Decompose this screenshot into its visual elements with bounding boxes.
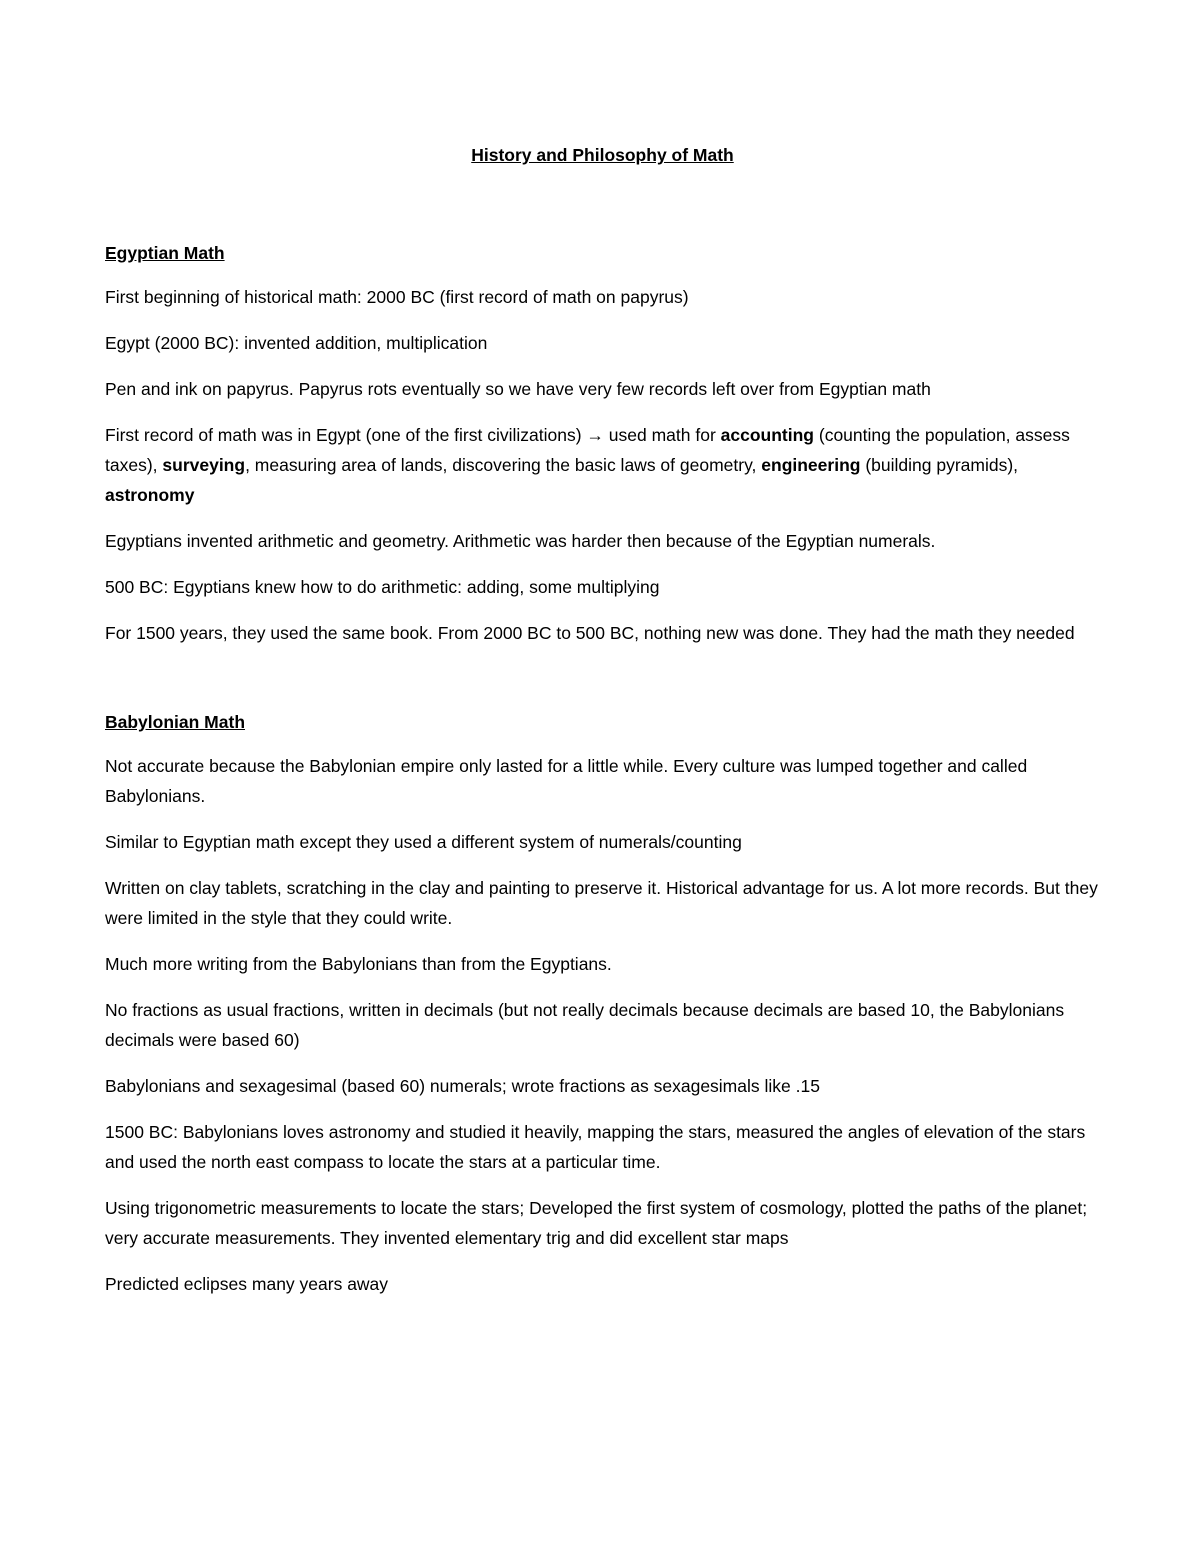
text-run: Babylonians and sexagesimal (based 60) numerals; wrote fractions as sexagesimals like .15 [105, 1076, 820, 1096]
bold-term: accounting [720, 425, 814, 445]
paragraph [105, 572, 1100, 602]
paragraph [105, 873, 1100, 933]
paragraph [105, 282, 1100, 312]
section [105, 710, 1100, 1299]
text-run: Using trigonometric measurements to locate the stars; Developed the first system of cosmology, plotted the paths of the planet; very accurate measurements. They invented elementary trig and did excellent star maps [105, 1198, 1088, 1248]
text-run: For 1500 years, they used the same book. From 2000 BC to 500 BC, nothing new was done. They had the math they needed [105, 623, 1075, 643]
text-run: , measuring area of lands, discovering the basic laws of geometry, [245, 455, 762, 475]
paragraph [105, 420, 1100, 510]
section [105, 241, 1100, 648]
bold-term: astronomy [105, 485, 195, 505]
text-run: Not accurate because the Babylonian empire only lasted for a little while. Every culture was lumped together and called Babylonians. [105, 756, 1028, 806]
bold-term: engineering [761, 455, 861, 475]
text-run: 1500 BC: Babylonians loves astronomy and studied it heavily, mapping the stars, measured the angles of elevation of the stars and used the north east compass to locate the stars at a particular time. [105, 1122, 1086, 1172]
text-run: Similar to Egyptian math except they used a different system of numerals/counting [105, 832, 742, 852]
text-run: Egyptians invented arithmetic and geometry. Arithmetic was harder then because of the Egyptian numerals. [105, 531, 936, 551]
paragraph [105, 1269, 1100, 1299]
text-run: First record of math was in Egypt (one of the first civilizations) → used math for [105, 425, 721, 445]
text-run: Pen and ink on papyrus. Papyrus rots eventually so we have very few records left over from Egyptian math [105, 379, 931, 399]
document-body [105, 241, 1100, 1299]
text-run: Egypt (2000 BC): invented addition, multiplication [105, 333, 488, 353]
text-run: (counting the population, assess taxes), [105, 425, 1070, 475]
paragraph [105, 328, 1100, 358]
text-run: Written on clay tablets, scratching in the clay and painting to preserve it. Historical advantage for us. A lot more records. But they were limited in the style that they could write. [105, 878, 1098, 928]
text-run: Much more writing from the Babylonians than from the Egyptians. [105, 954, 612, 974]
paragraph [105, 827, 1100, 857]
paragraph [105, 949, 1100, 979]
bold-term: surveying [162, 455, 246, 475]
document-title: History and Philosophy of Math [471, 145, 734, 165]
paragraph [105, 1117, 1100, 1177]
text-run: No fractions as usual fractions, written in decimals (but not really decimals because decimals are based 10, the Babylonians decimals were based 60) [105, 1000, 1065, 1050]
section-spacer [105, 664, 1100, 710]
paragraph [105, 1193, 1100, 1253]
paragraph [105, 618, 1100, 648]
paragraph [105, 995, 1100, 1055]
paragraph [105, 751, 1100, 811]
paragraph [105, 1071, 1100, 1101]
paragraph [105, 526, 1100, 556]
paragraph [105, 374, 1100, 404]
text-run: First beginning of historical math: 2000 BC (first record of math on papyrus) [105, 287, 689, 307]
text-run: (building pyramids), [860, 455, 1019, 475]
text-run: 500 BC: Egyptians knew how to do arithmetic: adding, some multiplying [105, 577, 660, 597]
text-run: Predicted eclipses many years away [105, 1274, 389, 1294]
section-heading: Babylonian Math [105, 712, 246, 732]
section-heading: Egyptian Math [105, 243, 225, 263]
